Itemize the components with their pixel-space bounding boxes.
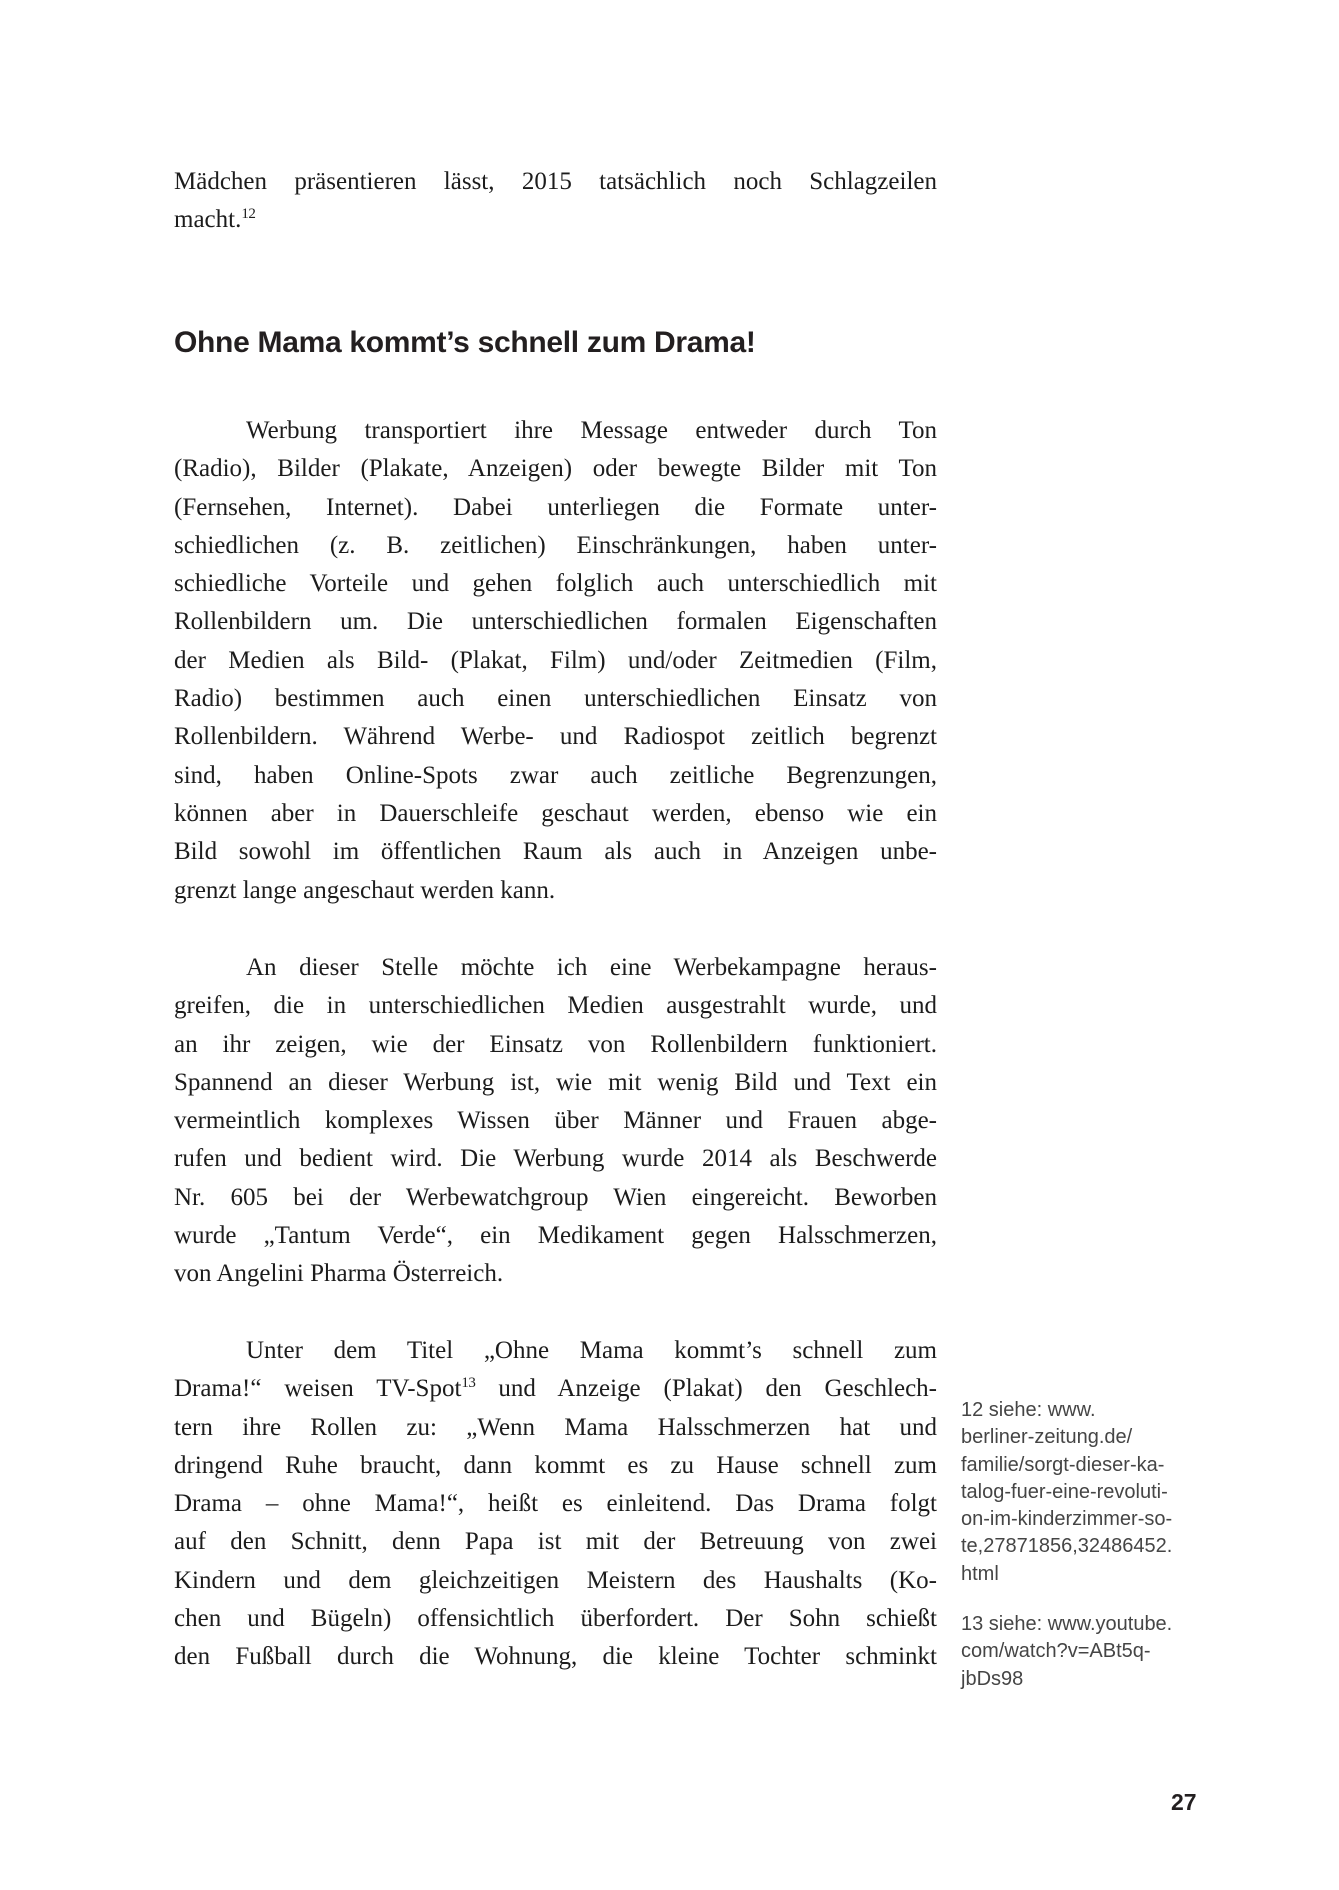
text-line: te,27871856,32486452.	[961, 1535, 1173, 1558]
section-heading: Ohne Mama kommt’s schnell zum Drama!	[174, 326, 756, 359]
text-line: Nr. 605 bei der Werbewatchgroup Wien eingereicht. Beworben	[174, 1183, 937, 1211]
text-line: com/watch?v=ABt5q-	[961, 1640, 1151, 1663]
text-line: Rollenbildern um. Die unterschiedlichen formalen Eigenschaften	[174, 608, 937, 636]
text-line: schiedliche Vorteile und gehen folglich auch unterschiedlich mit	[174, 570, 937, 598]
body-paragraph-2	[174, 949, 937, 1294]
text-line: von Angelini Pharma Österreich.	[174, 1260, 504, 1288]
text-line: sind, haben Online-Spots zwar auch zeitliche Begrenzungen,	[174, 761, 937, 789]
text-line: talog-fuer-eine-revoluti-	[961, 1480, 1168, 1503]
text-line: tern ihre Rollen zu: „Wenn Mama Halsschmerzen hat und	[174, 1413, 937, 1441]
text-line: berliner-zeitung.de/	[961, 1426, 1133, 1449]
footnote-12	[961, 1397, 1256, 1588]
intro-paragraph-continuation	[174, 163, 937, 240]
text-line: Kindern und dem gleichzeitigen Meistern des Haushalts (Ko-	[174, 1566, 937, 1594]
text-line: on-im-kinderzimmer-so-	[961, 1508, 1173, 1531]
text-line: den Fußball durch die Wohnung, die kleine Tochter schminkt	[174, 1643, 937, 1671]
page-number: 27	[1171, 1789, 1197, 1815]
text-line: grenzt lange angeschaut werden kann.	[174, 876, 556, 904]
text-line: Drama – ohne Mama!“, heißt es einleitend. Das Drama folgt	[174, 1490, 937, 1518]
text-line: dringend Ruhe braucht, dann kommt es zu Hause schnell zum	[174, 1451, 937, 1479]
text-line: Mädchen präsentieren lässt, 2015 tatsächlich noch Schlagzeilen	[174, 168, 937, 195]
text-line: jbDs98	[961, 1667, 1024, 1690]
text-line: familie/sorgt-dieser-ka-	[961, 1453, 1165, 1476]
body-paragraph-1	[174, 412, 937, 910]
text-line: auf den Schnitt, denn Papa ist mit der Betreuung von zwei	[174, 1528, 937, 1556]
text-line: macht.$^{12}$	[174, 206, 256, 234]
text-line: wurde „Tantum Verde“, ein Medikament gegen Halsschmerzen,	[174, 1222, 937, 1250]
text-line: Werbung transportiert ihre Message entweder durch Ton	[246, 417, 937, 444]
text-line: Spannend an dieser Werbung ist, wie mit wenig Bild und Text ein	[174, 1068, 937, 1096]
text-line: html	[961, 1562, 999, 1585]
text-line: vermeintlich komplexes Wissen über Männer und Frauen abge-	[174, 1107, 937, 1135]
text-line: Unter dem Titel „Ohne Mama kommt’s schnell zum	[246, 1337, 937, 1364]
text-line: Bild sowohl im öffentlichen Raum als auch in Anzeigen unbe-	[174, 838, 937, 866]
footnote-reference: 12	[241, 206, 256, 223]
text-line: greifen, die in unterschiedlichen Medien ausgestrahlt wurde, und	[174, 992, 937, 1020]
text-line: schiedlichen (z. B. zeitlichen) Einschränkungen, haben unter-	[174, 531, 937, 559]
text-line: An dieser Stelle möchte ich eine Werbekampagne heraus-	[246, 954, 937, 981]
body-paragraph-3	[174, 1332, 937, 1677]
text-line: an ihr zeigen, wie der Einsatz von Rollenbildern funktioniert.	[174, 1030, 937, 1058]
text-line: Rollenbildern. Während Werbe- und Radiospot zeitlich begrenzt	[174, 723, 937, 751]
footnote-reference: 13	[461, 1375, 476, 1392]
text-line: Drama!“ weisen TV-Spot$^{13}$ und Anzeige (Plakat) den Geschlech-	[174, 1375, 937, 1403]
text-line: können aber in Dauerschleife geschaut werden, ebenso wie ein	[174, 799, 937, 827]
text-line: der Medien als Bild- (Plakat, Film) und/oder Zeitmedien (Film,	[174, 646, 937, 674]
text-line: Radio) bestimmen auch einen unterschiedlichen Einsatz von	[174, 685, 937, 713]
footnote-13	[961, 1611, 1256, 1693]
text-line: 13 siehe: www.youtube.	[961, 1613, 1173, 1635]
text-line: chen und Bügeln) offensichtlich überfordert. Der Sohn schießt	[174, 1605, 937, 1633]
text-line: 12 siehe: www.	[961, 1399, 1096, 1421]
text-line: rufen und bedient wird. Die Werbung wurde 2014 als Beschwerde	[174, 1145, 937, 1173]
text-line: (Fernsehen, Internet). Dabei unterliegen die Formate unter-	[174, 493, 937, 521]
text-line: (Radio), Bilder (Plakate, Anzeigen) oder bewegte Bilder mit Ton	[174, 455, 937, 483]
